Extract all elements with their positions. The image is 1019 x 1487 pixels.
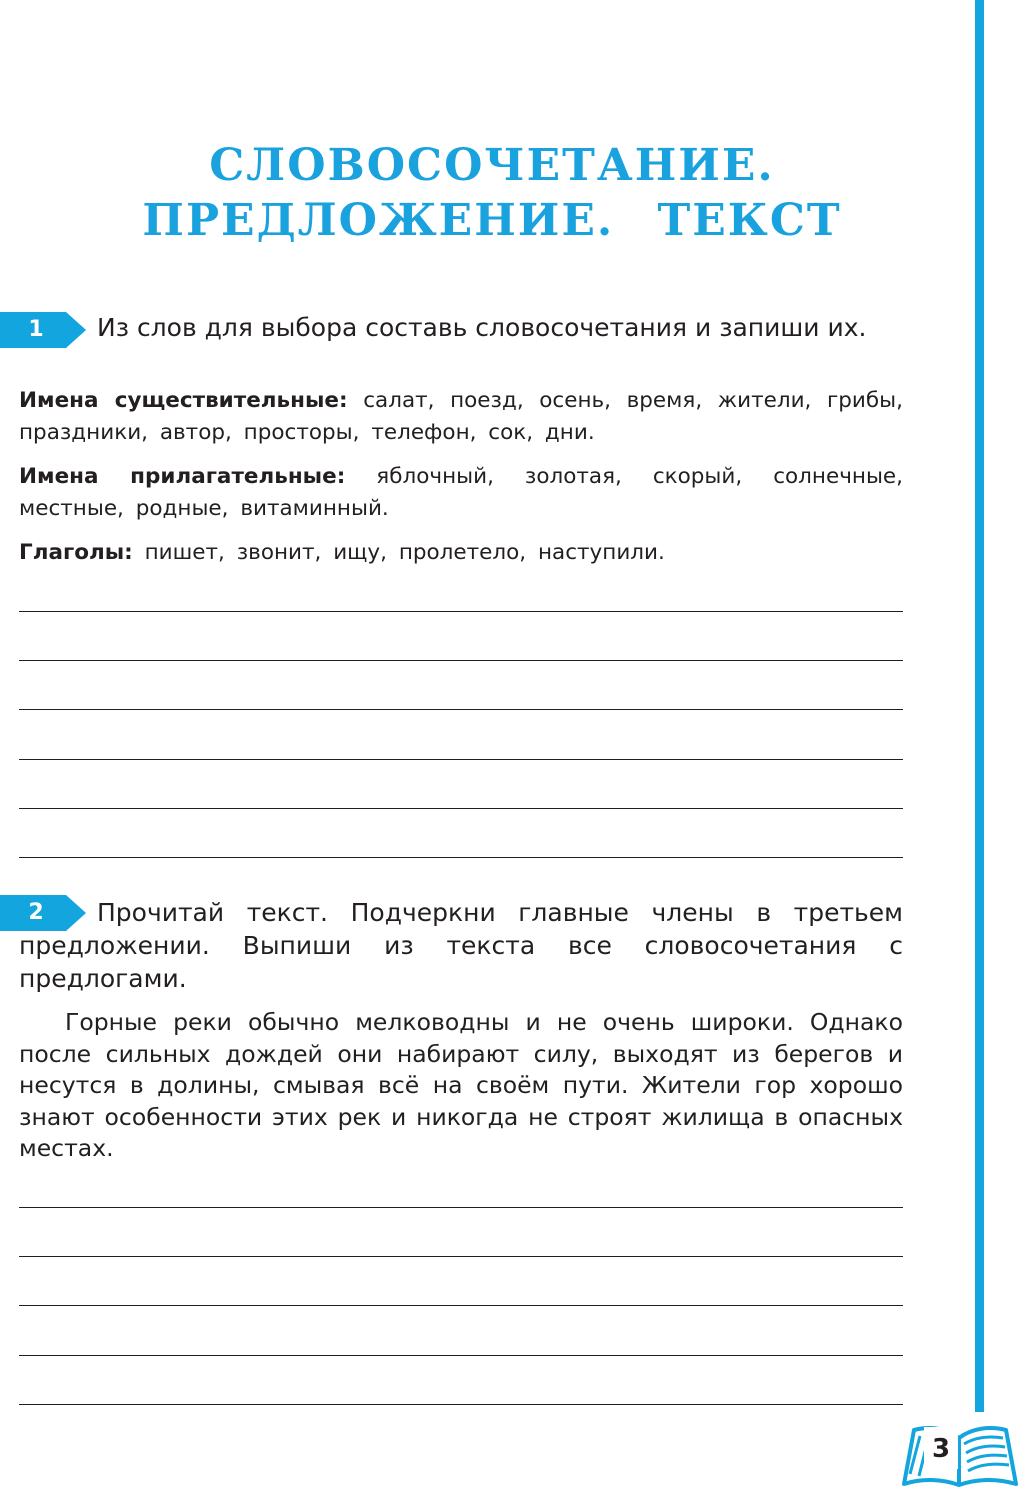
verbs-list: пишет, звонит, ищу, пролетело, наступили. — [144, 540, 665, 565]
task-1-nouns — [19, 385, 903, 449]
answer-line[interactable] — [19, 1207, 903, 1208]
task-2-reading-text: Горные реки обычно мелководны и не очень широки. Однако после сильных дождей они набирают силу, выходят из берегов и несутся в долины, смывая всё на своём пути. Жители гор хорошо знают особенности этих рек и никогда не строят жилища в опасных местах. — [19, 1008, 903, 1162]
task-2-number: 2 — [28, 900, 44, 925]
answer-line[interactable] — [19, 1355, 903, 1356]
page-title — [0, 138, 984, 248]
answer-line[interactable] — [19, 1256, 903, 1257]
task-1-verbs — [19, 537, 903, 569]
answer-line[interactable] — [19, 709, 903, 710]
page-number: 3 — [924, 1427, 958, 1469]
verbs-label: Глаголы: — [19, 540, 133, 565]
answer-line[interactable] — [19, 1404, 903, 1405]
task-1-number: 1 — [28, 317, 44, 342]
task-1-adjectives — [19, 461, 903, 525]
open-book-icon — [900, 1424, 1019, 1487]
answer-line[interactable] — [19, 857, 903, 858]
answer-line[interactable] — [19, 1305, 903, 1306]
title-line-2: ПРЕДЛОЖЕНИЕ. ТЕКСТ — [142, 195, 842, 246]
adjectives-label: Имена прилагательные: — [19, 464, 346, 489]
answer-line[interactable] — [19, 808, 903, 809]
answer-line[interactable] — [19, 660, 903, 661]
task-1-instruction: Из слов для выбора составь словосочетания и запиши их. — [97, 313, 867, 342]
answer-line[interactable] — [19, 759, 903, 760]
nouns-list: салат, поезд, осень, время, жители, грибы, праздники, автор, просторы, телефон, сок, дни. — [19, 388, 903, 445]
title-line-1: СЛОВОСОЧЕТАНИЕ. — [209, 140, 775, 191]
adjectives-list: яблочный, золотая, скорый, солнечные, местные, родные, витаминный. — [19, 464, 903, 521]
task-2-instruction: Прочитай текст. Подчеркни главные члены в третьем предложении. Выпиши из текста все словосочетания с предлогами. — [19, 898, 903, 993]
answer-line[interactable] — [19, 611, 903, 612]
nouns-label: Имена существительные: — [19, 388, 348, 413]
